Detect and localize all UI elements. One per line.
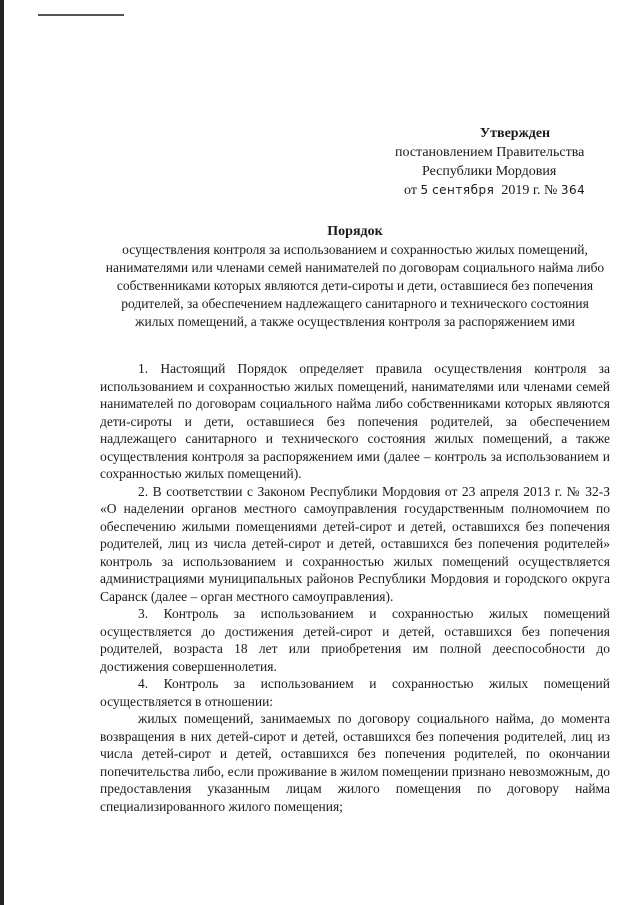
approval-date-line — [385, 181, 625, 200]
paragraph-1: 1. Настоящий Порядок определяет правила осуществления контроля за использованием и сохранностью жилых помещений, нанимателями или членами семей нанимателей по договорам социального найма либо собственниками которых являются дети-сироты и дети, оставшиеся без попечения родителей, за обеспечением надлежащего санитарного и технического состояния жилых помещений, а также осуществления контроля за распоряжением ими (далее – контроль за использованием и сохранностью жилых помещений). — [100, 361, 610, 481]
paragraph-4-item: жилых помещений, занимаемых по договору социального найма, до момента возвращения в них детей-сирот и детей, оставшихся без попечения родителей, лиц из числа детей-сирот и детей, оставшихся без попечения родителей, по окончании попечительства либо, если проживание в жилом помещении признано невозможным, до предоставления указанным лицам жилого помещения по договору найма специализированного жилого помещения; — [100, 711, 610, 814]
scan-mark — [38, 14, 124, 16]
date-month: сентября — [432, 183, 495, 197]
approval-title: Утвержден — [479, 126, 551, 141]
document-title: Порядок — [327, 224, 383, 239]
scan-edge — [0, 0, 4, 905]
number-prefix: № — [544, 183, 558, 198]
date-day: 5 — [420, 183, 429, 197]
document-body — [100, 360, 610, 815]
date-prefix: от — [404, 183, 417, 198]
approval-block — [385, 124, 625, 200]
paragraph-2: 2. В соответствии с Законом Республики Мордовия от 23 апреля 2013 г. № 32-З «О наделении органов местного самоуправления государственным полномочием по обеспечению жилыми помещениями детей-сирот и детей, оставшихся без попечения родителей, лиц из числа детей-сирот и детей, оставшихся без попечения родителей» контроль за использованием и сохранностью жилых помещений осуществляется администрациями муниципальных районов Республики Мордовия и городского округа Саранск (далее – орган местного самоуправления). — [100, 483, 610, 604]
paragraph-3: 3. Контроль за использованием и сохранностью жилых помещений осуществляется до достижения детей-сирот и детей, оставшихся без попечения родителей, возраста 18 лет или приобретения им полной дееспособности до достижения совершеннолетия. — [100, 606, 610, 674]
paragraph-4: 4. Контроль за использованием и сохранностью жилых помещений осуществляется в отношении: — [100, 676, 610, 709]
approval-line-resolution: постановлением Правительства — [395, 145, 585, 160]
approval-line-republic: Республики Мордовия — [422, 164, 557, 179]
document-subtitle: осуществления контроля за использованием и сохранностью жилых помещений, нанимателями или членами семей нанимателей по договорам социального найма либо собственниками которых являются дети-сироты и дети, оставшиеся без попечения родителей, за обеспечением надлежащего санитарного и технического состояния жилых помещений, а также осуществления контроля за распоряжением ими — [105, 242, 605, 329]
date-year: 2019 г. — [501, 183, 541, 198]
resolution-number: 364 — [560, 183, 586, 197]
